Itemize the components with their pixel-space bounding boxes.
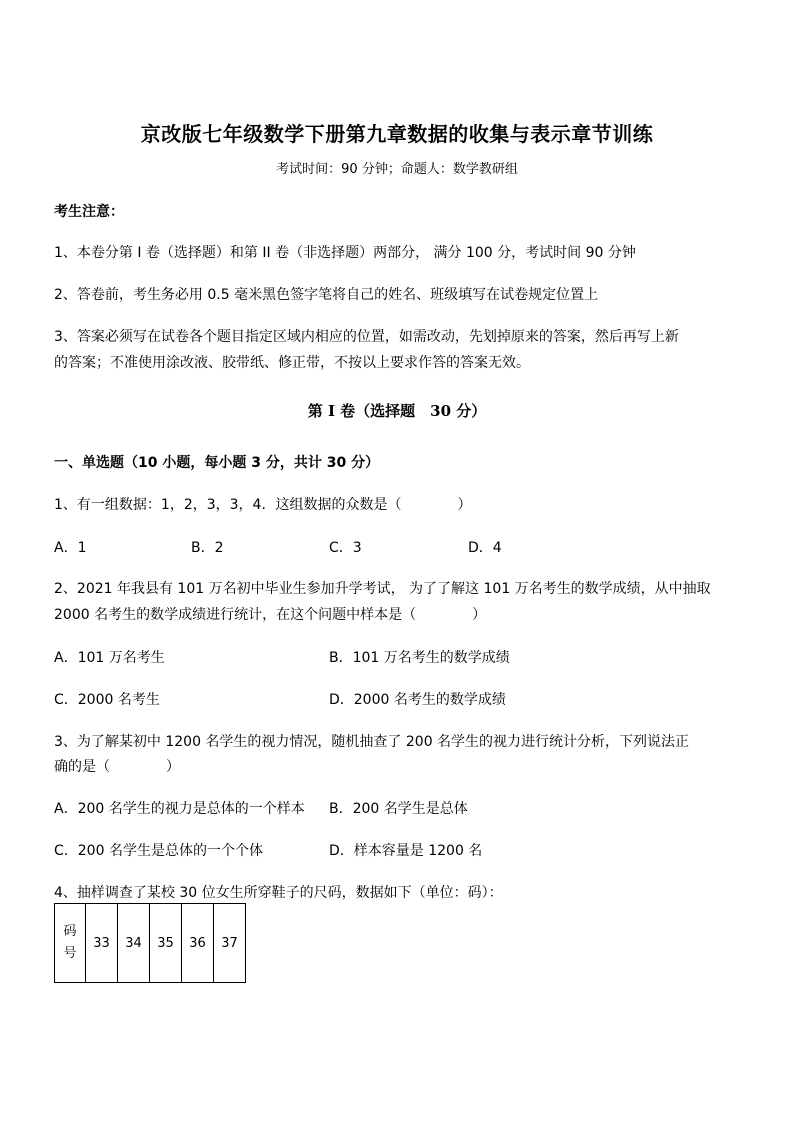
exam-info: 考试时间：90 分钟；命题人：数学教研组 xyxy=(276,162,518,177)
notice-item-3-line-1: 3、答案必须写在试卷各个题目指定区域内相应的位置，如需改动，先划掉原来的答案，然后再写上新 xyxy=(54,329,679,345)
question-2-option-d[interactable]: D．2000 名考生的数学成绩 xyxy=(329,692,506,708)
notice-item-1: 1、本卷分第 I 卷（选择题）和第 II 卷（非选择题）两部分， 满分 100 分，考试时间 90 分钟 xyxy=(54,245,636,261)
notice-item-3-line-2: 的答案；不准使用涂改液、胶带纸、修正带，不按以上要求作答的答案无效。 xyxy=(54,355,530,371)
question-3-option-a[interactable]: A．200 名学生的视力是总体的一个样本 xyxy=(54,801,305,817)
part-heading: 一、单选题（10 小题，每小题 3 分，共计 30 分） xyxy=(54,455,380,471)
table-cell-size: 35 xyxy=(150,904,182,983)
question-2-stem-line-2: 2000 名考生的数学成绩进行统计，在这个问题中样本是（ ） xyxy=(54,607,487,623)
question-1-option-a[interactable]: A．1 xyxy=(54,540,87,556)
question-3-stem-line-2: 确的是（ ） xyxy=(54,759,180,775)
shoe-size-table xyxy=(54,903,246,983)
table-header-char-1: 码 xyxy=(63,924,77,939)
table-cell-size: 34 xyxy=(118,904,150,983)
question-2-option-a[interactable]: A．101 万名考生 xyxy=(54,650,165,666)
question-1-option-d[interactable]: D．4 xyxy=(468,540,502,556)
notice-item-2: 2、答卷前，考生务必用 0.5 毫米黑色签字笔将自己的姓名、班级填写在试卷规定位置上 xyxy=(54,287,599,303)
question-1-option-b[interactable]: B．2 xyxy=(191,540,224,556)
question-2-option-c[interactable]: C．2000 名考生 xyxy=(54,692,160,708)
question-1-option-c[interactable]: C．3 xyxy=(329,540,362,556)
table-row xyxy=(55,904,246,983)
table-header-char-2: 号 xyxy=(63,946,77,961)
question-3-option-c[interactable]: C．200 名学生是总体的一个个体 xyxy=(54,843,263,859)
table-cell-size: 37 xyxy=(214,904,246,983)
question-3-option-d[interactable]: D．样本容量是 1200 名 xyxy=(329,843,483,859)
table-cell-size: 36 xyxy=(182,904,214,983)
section-title: 第 I 卷（选择题 30 分） xyxy=(307,402,487,420)
question-3-stem-line-1: 3、为了解某初中 1200 名学生的视力情况，随机抽查了 200 名学生的视力进行统计分析，下列说法正 xyxy=(54,734,690,750)
table-cell-size: 33 xyxy=(86,904,118,983)
notice-heading: 考生注意： xyxy=(54,204,124,220)
question-4-stem: 4、抽样调查了某校 30 位女生所穿鞋子的尺码，数据如下（单位：码）： xyxy=(54,885,503,901)
question-2-stem-line-1: 2、2021 年我县有 101 万名初中毕业生参加升学考试， 为了了解这 101 万名考生的数学成绩，从中抽取 xyxy=(54,581,711,597)
page-title: 京改版七年级数学下册第九章数据的收集与表示章节训练 xyxy=(140,122,654,146)
question-1-stem: 1、有一组数据：1，2，3，3，4．这组数据的众数是（ ） xyxy=(54,497,472,513)
table-header-cell xyxy=(55,904,86,983)
question-3-option-b[interactable]: B．200 名学生是总体 xyxy=(329,801,468,817)
question-2-option-b[interactable]: B．101 万名考生的数学成绩 xyxy=(329,650,510,666)
